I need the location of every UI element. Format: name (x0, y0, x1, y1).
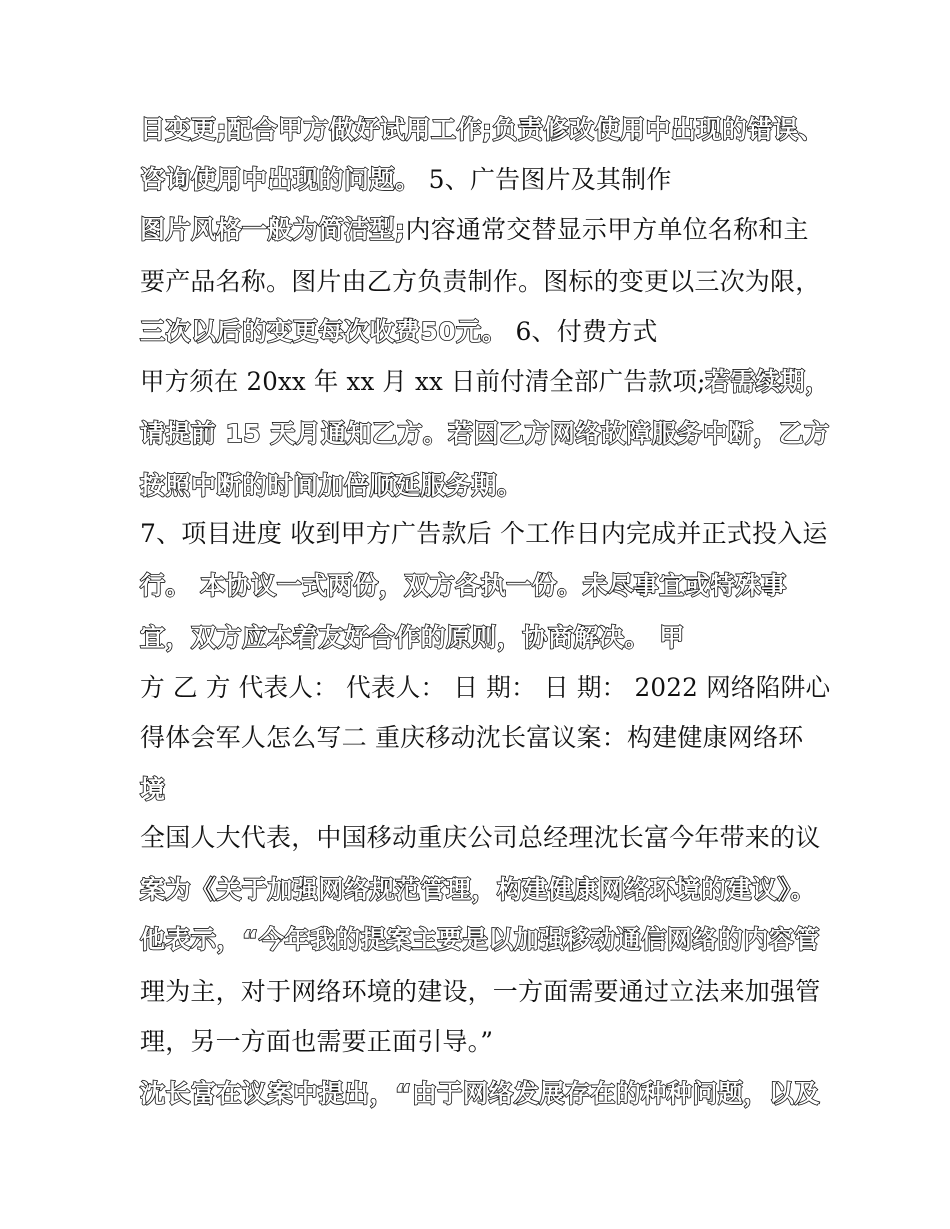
text-segment: 图片风格一般为简洁型; (140, 215, 406, 244)
text-line-4 (140, 256, 830, 308)
text-line-5 (140, 306, 830, 358)
text-segment: 咨询使用中出现的问题。 (140, 165, 421, 194)
text-segment: 内容通常交替显示甲方单位名称和主 (405, 215, 809, 244)
text-line-14 (140, 764, 830, 816)
text-segment: 若需续期， (705, 367, 831, 396)
text-line-11 (140, 612, 830, 664)
text-segment: 全国人大代表，中国移动重庆公司总经理沈长富今年带来的议 (140, 823, 821, 852)
text-segment: 得体会军人怎么写二 重庆移动沈长富议案：构建健康网络环 (140, 723, 804, 752)
text-segment: 请提前 15 天月通知乙方。若因乙方网络故障服务中断，乙方 (140, 419, 830, 448)
text-line-18 (140, 966, 830, 1018)
text-line-7 (140, 408, 828, 460)
text-segment: 他表示，“今年我的提案主要是以加强移动通信网络的内容管 (140, 925, 820, 954)
text-segment: 沈长富在议案中提出，“由于网络发展存在的种种问题，以及 (140, 1079, 820, 1108)
text-line-15 (140, 812, 830, 864)
text-line-17 (140, 914, 830, 966)
text-segment: 理为主，对于网络环境的建设，一方面需要通过立法来加强管 (140, 977, 821, 1006)
text-line-9 (140, 508, 830, 560)
text-line-20 (140, 1068, 830, 1120)
text-line-16 (140, 864, 830, 916)
text-segment: 甲方须在 20xx 年 xx 月 xx 日前付清全部广告款项; (140, 367, 706, 396)
text-segment: 宜，双方应本着友好合作的原则，协商解决。 甲 (140, 623, 685, 652)
text-segment: 境 (140, 775, 166, 804)
text-line-8 (140, 460, 830, 512)
text-segment: 三次以后的变更每次收费50元。 (140, 317, 508, 346)
text-line-6 (140, 356, 831, 408)
text-segment: 7、项目进度 收到甲方广告款后 个工作日内完成并正式投入运 (140, 519, 828, 548)
text-line-19 (140, 1016, 830, 1068)
text-segment: 5、广告图片及其制作 (420, 165, 672, 194)
text-segment: 方 乙 方 代表人： 代表人： 日 期： 日 期： 2022 网络陷阱心 (140, 673, 831, 702)
text-line-10 (140, 560, 830, 612)
text-segment: 要产品名称。图片由乙方负责制作。图标的变更以三次为限， (140, 267, 821, 296)
text-segment: 理，另一方面也需要正面引导。” (140, 1027, 494, 1056)
text-segment: 案为《关于加强网络规范管理，构建健康网络环境的建议》。 (140, 875, 817, 904)
text-line-12 (140, 662, 831, 714)
text-line-13 (140, 712, 830, 764)
text-segment: 目变更;配合甲方做好试用工作;负责修改使用中出现的错误、 (140, 115, 824, 144)
text-line-3 (140, 204, 830, 256)
text-segment: 按照中断的时间加倍顺延服务期。 (140, 471, 523, 500)
text-line-1 (140, 104, 830, 156)
text-segment: 6、付费方式 (507, 317, 658, 346)
text-line-2 (140, 154, 830, 206)
text-segment: 行。 本协议一式两份，双方各执一份。未尽事宜或特殊事 (140, 571, 787, 600)
